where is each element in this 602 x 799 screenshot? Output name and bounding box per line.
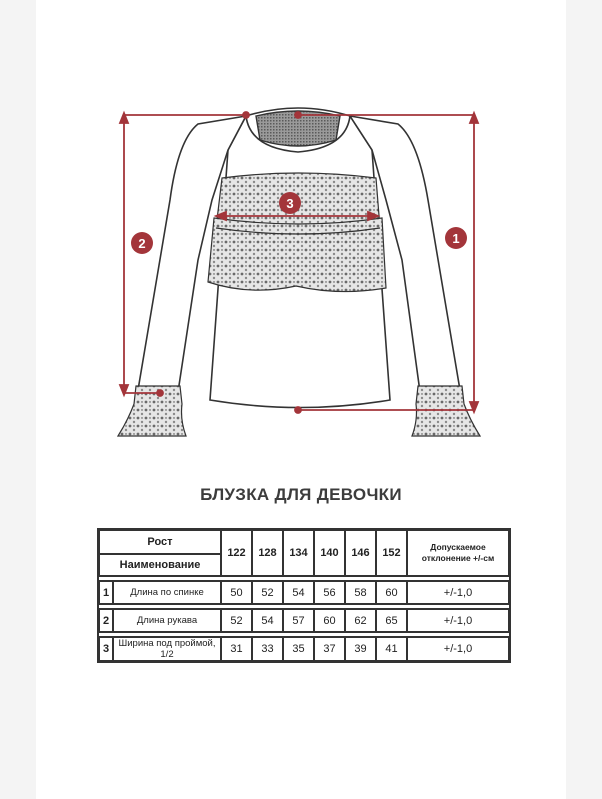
header-name: Наименование [99,554,221,576]
cell-value: 33 [252,637,283,661]
cell-value: 39 [345,637,376,661]
marker-1 [445,227,467,249]
cell-value: 60 [376,581,407,604]
table-row [99,581,509,604]
marker-3-label: 3 [286,196,294,211]
cell-value: 54 [252,609,283,632]
row-name: Ширина под проймой, 1/2 [113,637,221,661]
marker-2 [131,232,153,254]
cell-value: 54 [283,581,314,604]
cell-value: 52 [252,581,283,604]
size-table [97,528,511,663]
cell-value: 31 [221,637,252,661]
cell-value: 58 [345,581,376,604]
cell-value: 65 [376,609,407,632]
cell-tolerance: +/-1,0 [407,637,509,661]
cell-value: 60 [314,609,345,632]
cell-tolerance: +/-1,0 [407,609,509,632]
cell-value: 52 [221,609,252,632]
size-122: 122 [221,530,252,576]
size-146: 146 [345,530,376,576]
size-128: 128 [252,530,283,576]
marker-3 [279,192,301,214]
size-152: 152 [376,530,407,576]
marker-2-label: 2 [138,236,146,251]
marker-1-label: 1 [452,231,460,246]
cell-value: 50 [221,581,252,604]
table-row [99,637,509,661]
tolerance-header [407,530,509,576]
cell-value: 57 [283,609,314,632]
size-134: 134 [283,530,314,576]
cell-tolerance: +/-1,0 [407,581,509,604]
cell-value: 56 [314,581,345,604]
cell-value: 62 [345,609,376,632]
cell-value: 41 [376,637,407,661]
row-name: Длина рукава [113,609,221,632]
row-number: 2 [99,609,113,632]
page-title: БЛУЗКА ДЛЯ ДЕВОЧКИ [200,485,402,504]
cell-value: 37 [314,637,345,661]
lace-ruffles [208,173,386,292]
row-number: 3 [99,637,113,661]
header-rost: Рост [99,530,221,554]
cell-value: 35 [283,637,314,661]
size-140: 140 [314,530,345,576]
table-row [99,609,509,632]
row-name: Длина по спинке [113,581,221,604]
row-number: 1 [99,581,113,604]
tolerance-header-line-1: Допускаемое [430,542,486,552]
tolerance-header-line-2: отклонение +/-см [421,553,495,563]
